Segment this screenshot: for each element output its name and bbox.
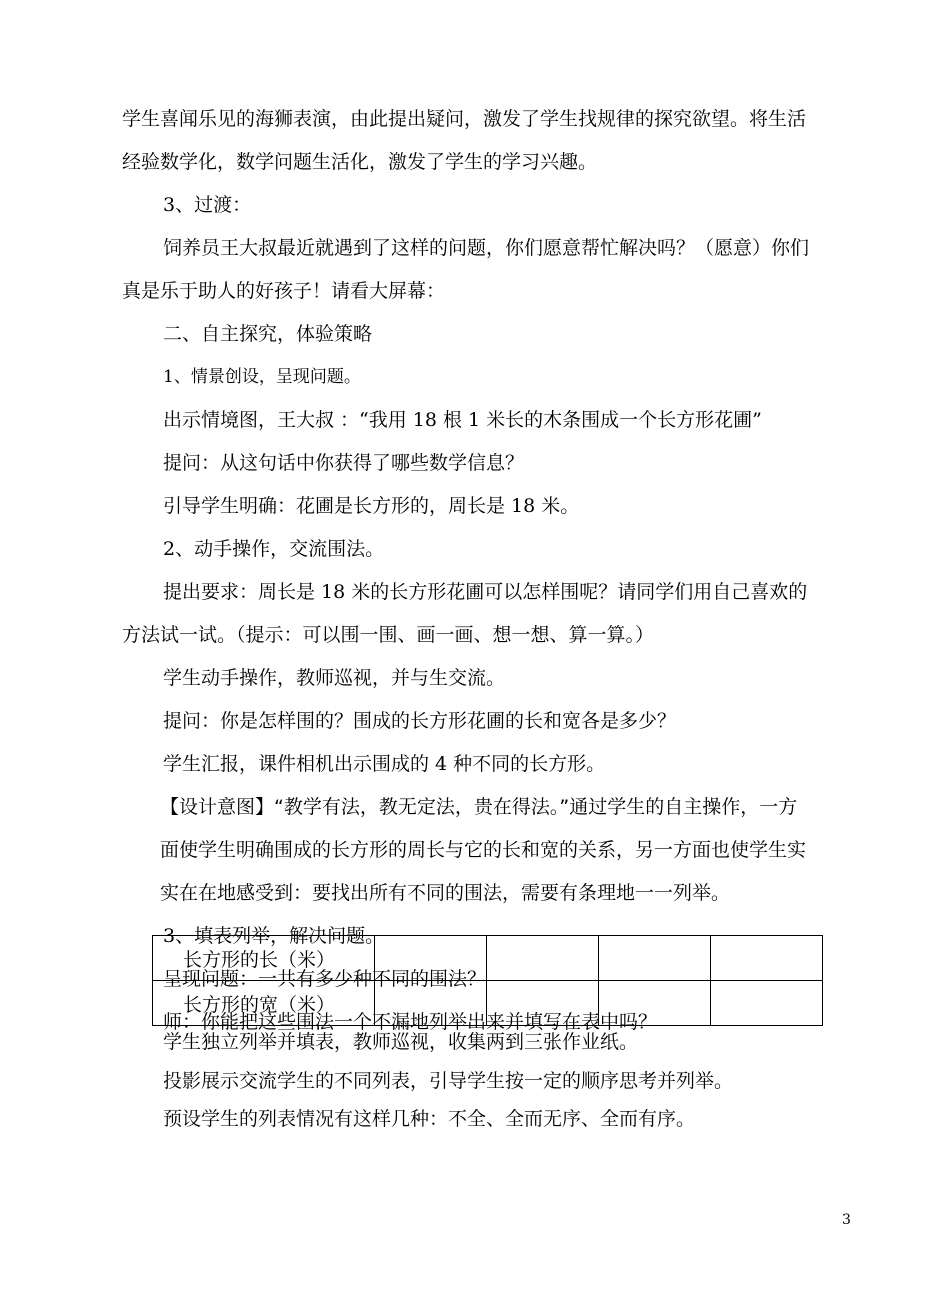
table-cell <box>487 936 599 981</box>
table-row <box>153 936 823 981</box>
paragraph-line: 学生动手操作，教师巡视，并与生交流。 <box>163 667 506 689</box>
rectangle-enumeration-table <box>152 935 823 1026</box>
table-row-header: 长方形的长（米） <box>153 936 375 981</box>
paragraph-line: 提出要求：周长是 18 米的长方形花圃可以怎样围呢？请同学们用自己喜欢的 <box>163 581 808 603</box>
paragraph-line: 提问：你是怎样围的？围成的长方形花圃的长和宽各是多少？ <box>163 710 677 732</box>
table-cell <box>599 936 711 981</box>
section-heading: 3、填表列举，解决问题。 <box>163 925 385 947</box>
section-heading: 2、动手操作，交流围法。 <box>163 538 385 560</box>
table-cell <box>487 981 599 1026</box>
paragraph-line: 呈现问题：一共有多少种不同的围法？ <box>163 968 487 990</box>
section-heading: 二、自主探究，体验策略 <box>163 323 373 345</box>
section-heading: 1、情景创设，呈现问题。 <box>163 367 361 387</box>
paragraph-line: 师：你能把这些围法一个不漏地列举出来并填写在表中吗？ <box>163 1011 658 1033</box>
table-cell <box>375 936 487 981</box>
paragraph-line: 学生独立列举并填表，教师巡视，收集两到三张作业纸。 <box>163 1031 639 1053</box>
paragraph-line: 投影展示交流学生的不同列表，引导学生按一定的顺序思考并列举。 <box>163 1070 734 1092</box>
paragraph-line: 预设学生的列表情况有这样几种：不全、全而无序、全而有序。 <box>163 1108 696 1130</box>
section-heading: 3、过渡： <box>163 194 252 216</box>
table-cell <box>375 981 487 1026</box>
paragraph-line: 出示情境图，王大叔 ：“我用 18 根 1 米长的木条围成一个长方形花圃” <box>163 409 762 431</box>
table-cell <box>599 981 711 1026</box>
paragraph-line: 经验数学化，数学问题生活化，激发了学生的学习兴趣。 <box>122 151 598 173</box>
design-intent-line: 【设计意图】“教学有法，教无定法，贵在得法。”通过学生的自主操作，一方 <box>160 796 798 818</box>
design-intent-line: 实在在地感受到：要找出所有不同的围法，需要有条理地一一列举。 <box>160 882 731 904</box>
table-cell <box>711 936 823 981</box>
paragraph-line: 提问：从这句话中你获得了哪些数学信息？ <box>163 452 525 474</box>
table-row <box>153 981 823 1026</box>
page-number: 3 <box>842 1212 851 1228</box>
table-row-header: 长方形的宽（米） <box>153 981 375 1026</box>
paragraph-line: 方法试一试。（提示：可以围一围、画一画、想一想、算一算。） <box>122 624 655 646</box>
paragraph-line: 饲养员王大叔最近就遇到了这样的问题，你们愿意帮忙解决吗？（愿意）你们 <box>163 237 810 259</box>
table-cell <box>711 981 823 1026</box>
paragraph-line: 学生喜闻乐见的海狮表演，由此提出疑问，激发了学生找规律的探究欲望。将生活 <box>122 108 807 130</box>
paragraph-line: 真是乐于助人的好孩子！请看大屏幕： <box>122 280 446 302</box>
paragraph-line: 学生汇报，课件相机出示围成的 4 种不同的长方形。 <box>163 753 606 775</box>
paragraph-line: 引导学生明确：花圃是长方形的，周长是 18 米。 <box>163 495 580 517</box>
design-intent-line: 面使学生明确围成的长方形的周长与它的长和宽的关系，另一方面也使学生实 <box>160 839 807 861</box>
